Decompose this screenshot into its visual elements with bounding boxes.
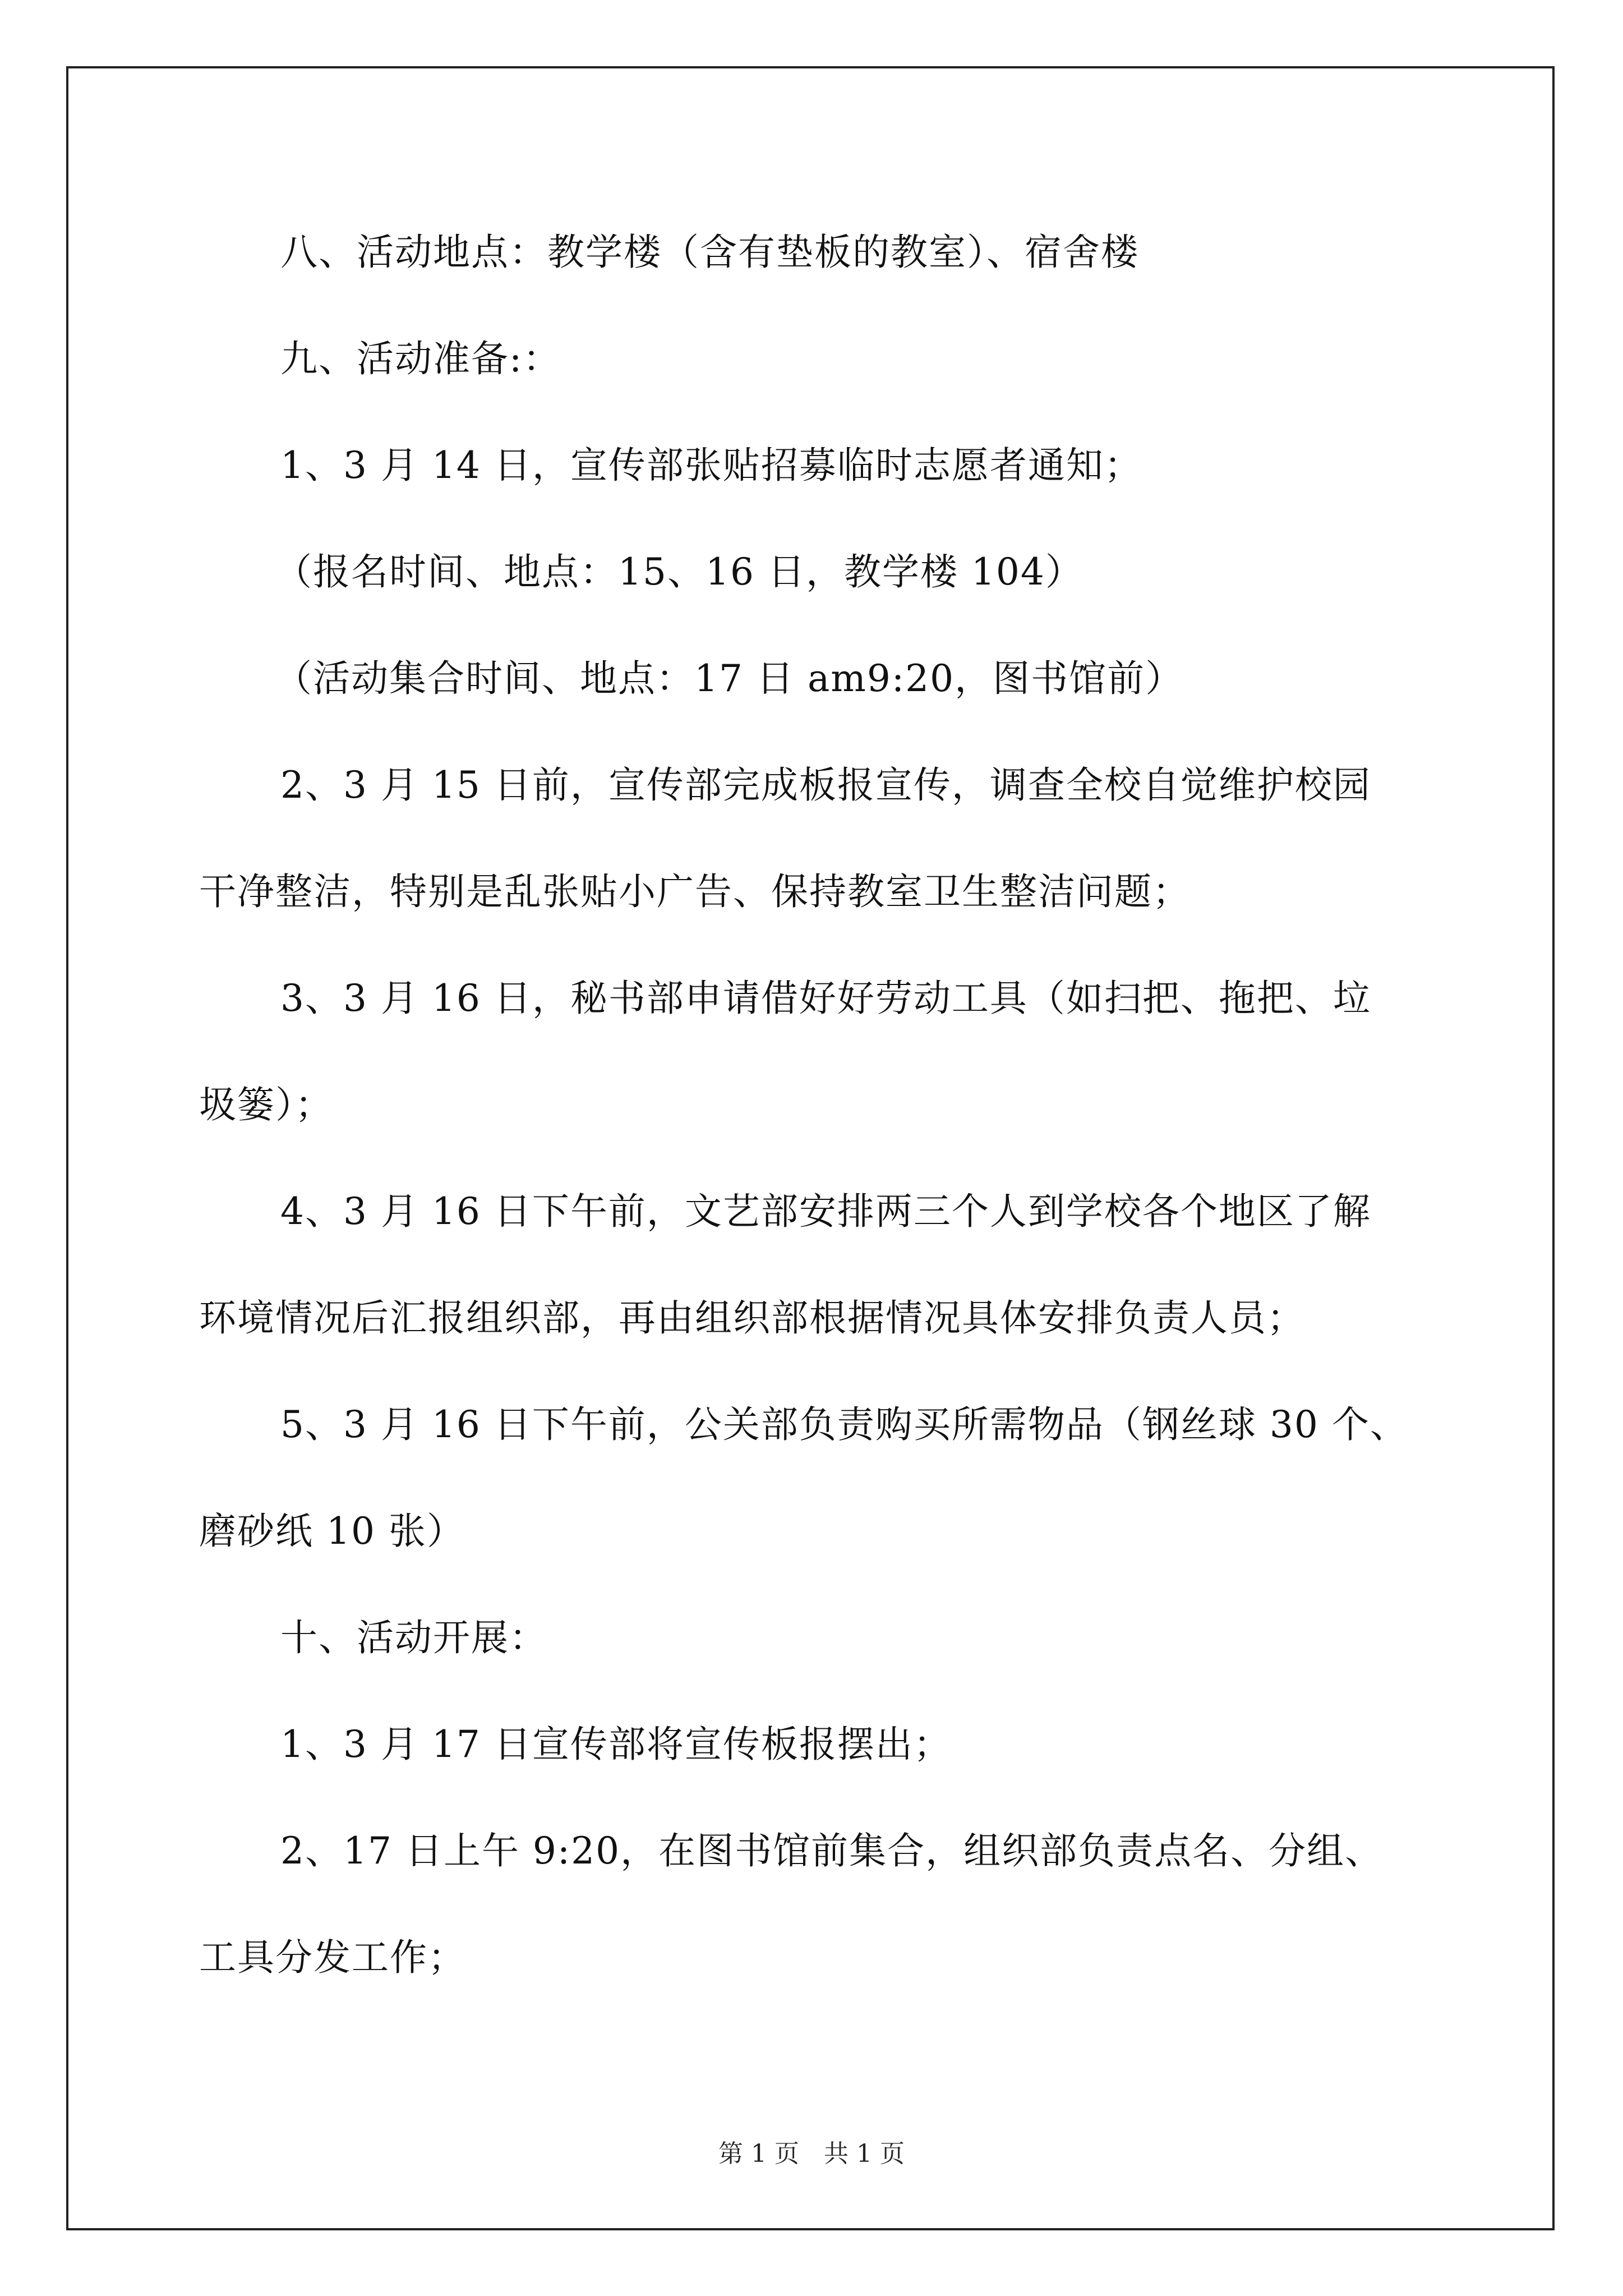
paragraph-activity-preparation-heading: 九、活动准备:： bbox=[280, 337, 561, 380]
paragraph-prep-item-2-continued: 干净整洁，特别是乱张贴小广告、保持教室卫生整洁问题； bbox=[199, 870, 1191, 913]
paragraph-execution-item-1: 1、3 月 17 日宣传部将宣传板报摆出； bbox=[280, 1723, 952, 1766]
paragraph-execution-item-2: 2、17 日上午 9:20，在图书馆前集合，组织部负责点名、分组、 bbox=[280, 1829, 1384, 1872]
paragraph-prep-item-4: 4、3 月 16 日下午前，文艺部安排两三个人到学校各个地区了解 bbox=[280, 1190, 1371, 1233]
page-footer: 第 1 页 共 1 页 bbox=[718, 2139, 905, 2168]
paragraph-registration-info: （报名时间、地点：15、16 日，教学楼 104） bbox=[275, 550, 1083, 593]
paragraph-prep-item-3-continued: 圾篓）； bbox=[199, 1083, 333, 1126]
paragraph-assembly-info: （活动集合时间、地点：17 日 am9:20，图书馆前） bbox=[275, 657, 1184, 700]
paragraph-prep-item-1: 1、3 月 14 日，宣传部张贴招募临时志愿者通知； bbox=[280, 444, 1142, 487]
paragraph-activity-execution-heading: 十、活动开展： bbox=[280, 1616, 547, 1659]
page-border bbox=[66, 66, 1555, 2230]
paragraph-prep-item-4-continued: 环境情况后汇报组织部，再由组织部根据情况具体安排负责人员； bbox=[199, 1296, 1305, 1340]
paragraph-prep-item-5: 5、3 月 16 日下午前，公关部负责购买所需物品（钢丝球 30 个、 bbox=[280, 1403, 1408, 1446]
paragraph-execution-item-2-continued: 工具分发工作； bbox=[199, 1936, 466, 1979]
paragraph-activity-location: 八、活动地点：教学楼（含有垫板的教室）、宿舍楼 bbox=[280, 231, 1139, 274]
paragraph-prep-item-5-continued: 磨砂纸 10 张） bbox=[199, 1510, 465, 1553]
paragraph-prep-item-3: 3、3 月 16 日，秘书部申请借好好劳动工具（如扫把、拖把、垃 bbox=[280, 977, 1371, 1020]
paragraph-prep-item-2: 2、3 月 15 日前，宣传部完成板报宣传，调查全校自觉维护校园 bbox=[280, 763, 1371, 807]
